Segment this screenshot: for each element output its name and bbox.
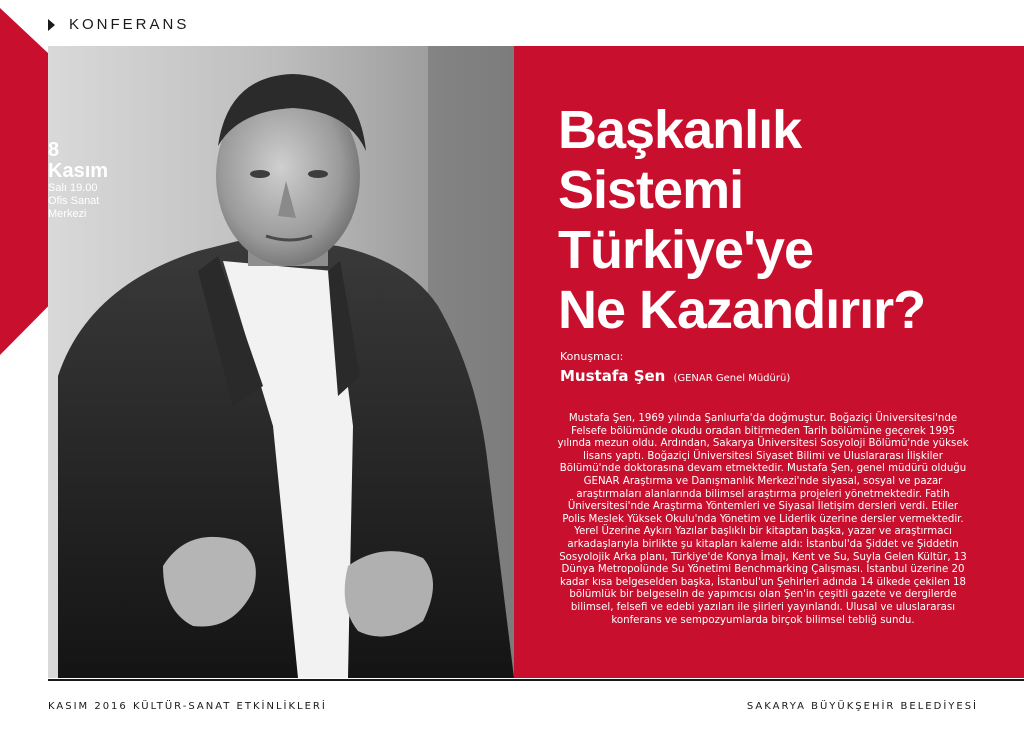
speaker: [560, 366, 790, 385]
title-line: Türkiye'ye: [558, 220, 813, 280]
event-month: Kasım: [48, 160, 109, 182]
event-title: [558, 100, 925, 340]
footer-right: SAKARYA BÜYÜKŞEHİR BELEDİYESİ: [746, 701, 978, 712]
event-venue-line2: Merkezi: [48, 208, 87, 220]
speaker-label: Konuşmacı:: [560, 350, 624, 363]
event-day: 8: [48, 139, 60, 161]
footer-left: KASIM 2016 KÜLTÜR-SANAT ETKİNLİKLERİ: [48, 701, 327, 712]
speaker-bio: Mustafa Şen, 1969 yılında Şanlıurfa'da doğmuştur. Boğaziçi Üniversitesi'nde Felsefe bölümünde okudu oradan bitirmeden Tarih bölümüne geçerek 1995 yılında mezun oldu. Ardından, Sakarya Üniversitesi Sosyoloji Bölümü'nde yüksek lisans yaptı. Boğaziçi Üniversitesi Siyaset Bilimi ve Uluslararası İlişkiler Bölümü'nde doktorasına devam etmektedir. Mustafa Şen, genel müdürü olduğu GENAR Araştırma ve Danışmanlık Merkezi'nde siyasal, sosyal ve pazar araştırmaları alanlarında bilimsel araştırma projeleri yönetmektedir. Fatih Üniversitesi'nde Araştırma Yöntemleri ve Siyasal İletişim dersleri verdi. Etiler Polis Meslek Yüksek Okulu'nda Yönetim ve Liderlik üzerine dersler vermektedir. Yerel Üzerine Aykırı Yazılar başlıklı bir kitaptan başka, yazar ve araştırmacı arkadaşlarıyla birlikte şu kitapları kaleme aldı: İstanbul'da Şiddet ve Şiddetin Sosyolojik Arka planı, Türkiye'de Konya İmajı, Kent ve Su, Suyla Gelen Kültür, 13 Dünya Metropolünde Su Yönetimi Benchmarking Çalışması. İstanbul üzerine 20 kadar kısa belgeselden başka, İstanbul'un Şehirleri adında 14 ülkede çekilen 18 bölümlük bir belgeselin de yapımcısı olan Şen'in çeşitli gazete ve dergilerde bilimsel, felsefi ve edebi yazıları ile şiirleri yayınlandı. Ulusal ve uluslararası konferans ve sempozyumlarda birçok bilimsel tebliğ sundu.: [557, 413, 969, 626]
title-line: Başkanlık: [558, 100, 802, 160]
title-line: Sistemi: [558, 160, 744, 220]
event-venue-line1: Ofis Sanat: [48, 195, 100, 207]
speaker-role: (GENAR Genel Müdürü): [673, 373, 791, 384]
event-date: [48, 140, 108, 221]
event-time: Salı 19.00: [48, 182, 98, 194]
speaker-photo: [48, 46, 514, 678]
section-label: KONFERANS: [69, 16, 190, 33]
title-line: Ne Kazandırır?: [558, 280, 926, 340]
divider: [48, 679, 1024, 681]
speaker-name: Mustafa Şen: [560, 367, 666, 385]
